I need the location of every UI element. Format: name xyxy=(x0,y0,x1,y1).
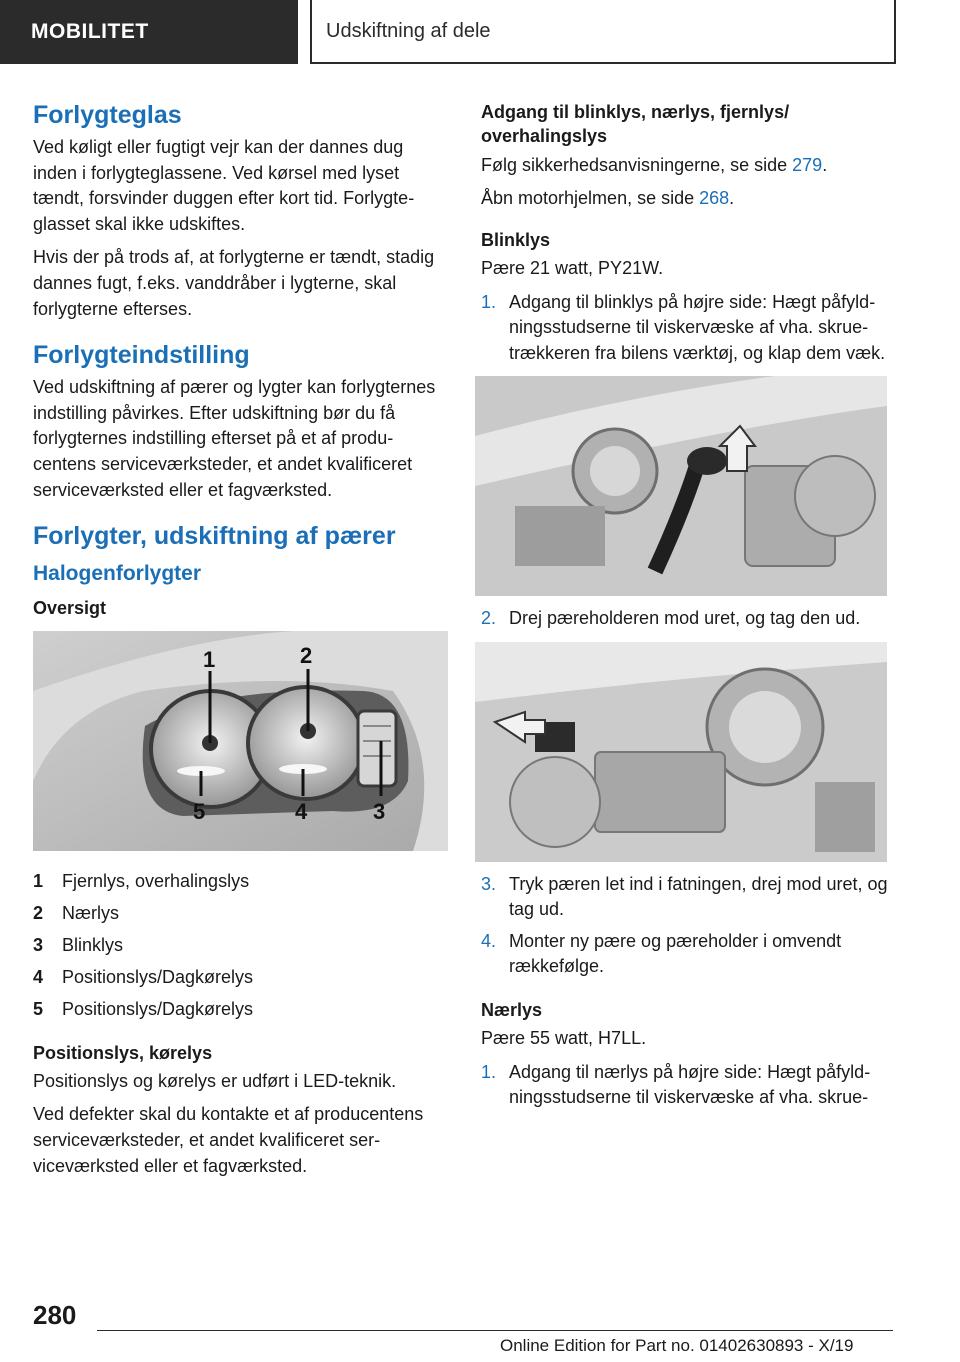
legend-item: 5 Positionslys/Dagkørelys xyxy=(33,998,254,1019)
step-item: 4. Monter ny pære og pæreholder i omvendt rækkefølge. xyxy=(481,930,842,977)
heading-blink: Blinklys xyxy=(481,229,551,250)
page-number: 280 xyxy=(33,1300,77,1330)
step-item: 2. Drej pæreholderen mod uret, og tag den ud. xyxy=(481,608,861,629)
footer-divider xyxy=(97,1330,893,1331)
para-low-1: Pære 55 watt, H7LL. xyxy=(481,1028,647,1049)
chapter-tab xyxy=(310,0,896,64)
para-access-2: Åbn motorhjelmen, se side 268. xyxy=(481,188,735,209)
chapter-label: Udskiftning af dele xyxy=(326,19,491,42)
overview-legend xyxy=(33,865,448,1025)
section-position xyxy=(33,1041,448,1179)
section-bulbs xyxy=(33,521,448,1025)
blink-steps-cont-1 xyxy=(481,606,893,632)
subheading-halogen: Halogenforlygter xyxy=(33,562,202,586)
para-glass-2: Hvis der på trods af, at forlygterne er tændt, stadig dannes fugt, f.eks. vanddråber i lygterne, skal forlygterne efterses. xyxy=(33,247,435,319)
section-tab xyxy=(0,0,298,64)
para-glass-1: Ved køligt eller fugtigt vejr kan der dannes dug inden i forlygteglassene. Ved kørsel med lyset tændt, forsvinder duggen efter kort tid. Forlygteglasset skal ikke udskiftes. xyxy=(33,137,415,234)
engine-bay-image-2 xyxy=(475,642,887,862)
para-access-1: Følg sikkerhedsanvisningerne, se side 279. xyxy=(481,154,828,175)
legend-item: 2 Nærlys xyxy=(33,902,119,923)
section-adjust xyxy=(33,340,448,503)
legend-item: 3 Blinklys xyxy=(33,934,124,955)
callout-2: 2 xyxy=(300,642,313,668)
para-blink-1: Pære 21 watt, PY21W. xyxy=(481,257,664,278)
footer-edition: Online Edition for Part no. 01402630893 - X/19 xyxy=(500,1336,854,1355)
heading-low: Nærlys xyxy=(481,999,543,1020)
headlight-overview-image xyxy=(33,631,448,851)
label-overview: Oversigt xyxy=(33,598,107,619)
legend-item: 1 Fjernlys, overhalingslys xyxy=(33,870,250,891)
step-item: 1. Adgang til blinklys på højre side: Hægt påfyldningsstudserne til viskervæske af vha. skruetrækkeren fra bilens værktøj, og klap dem væk. xyxy=(481,291,886,363)
heading-adjust: Forlygteindstilling xyxy=(33,341,250,370)
section-glass xyxy=(33,100,448,322)
low-steps xyxy=(481,1060,893,1111)
step-item: 1. Adgang til nærlys på højre side: Hægt påfyldningsstudserne til viskervæske af vha. skrue- xyxy=(481,1061,871,1108)
blink-steps xyxy=(481,290,893,367)
right-column xyxy=(481,100,893,1119)
heading-glass: Forlygteglas xyxy=(33,101,182,129)
page-link-268[interactable]: 268 xyxy=(699,188,730,209)
left-column xyxy=(33,100,448,1187)
engine-bay-image-1 xyxy=(475,376,887,596)
step-item: 3. Tryk pæren let ind i fatningen, drej mod uret, og tag ud. xyxy=(481,873,888,920)
blink-steps-cont-2 xyxy=(481,872,893,980)
heading-position: Positionslys, kørelys xyxy=(33,1042,213,1063)
page-link-279[interactable]: 279 xyxy=(792,154,823,175)
heading-access: Adgang til blinklys, nærlys, fjernlys/ overhalingslys xyxy=(481,102,790,147)
callout-3: 3 xyxy=(373,798,386,824)
callout-1: 1 xyxy=(203,646,216,672)
callout-4: 4 xyxy=(295,798,308,824)
para-adjust-1: Ved udskiftning af pærer og lygter kan forlygternes indstilling påvirkes. Efter udskiftning bør du få forlygternes indstilling efterset på et af producentens serviceværksteder, et andet kvalificeret serviceværksted eller et fagværksted. xyxy=(33,377,436,500)
section-label: MOBILITET xyxy=(31,20,149,43)
para-position-2: Ved defekter skal du kontakte et af producentens serviceværksteder, et andet kvalificeret serviceværksted eller et fagværksted. xyxy=(33,1104,424,1176)
legend-item: 4 Positionslys/Dagkørelys xyxy=(33,966,254,987)
para-position-1: Positionslys og kørelys er udført i LED-teknik. xyxy=(33,1070,397,1091)
heading-bulbs: Forlygter, udskiftning af pærer xyxy=(33,522,396,551)
callout-5: 5 xyxy=(193,798,206,824)
